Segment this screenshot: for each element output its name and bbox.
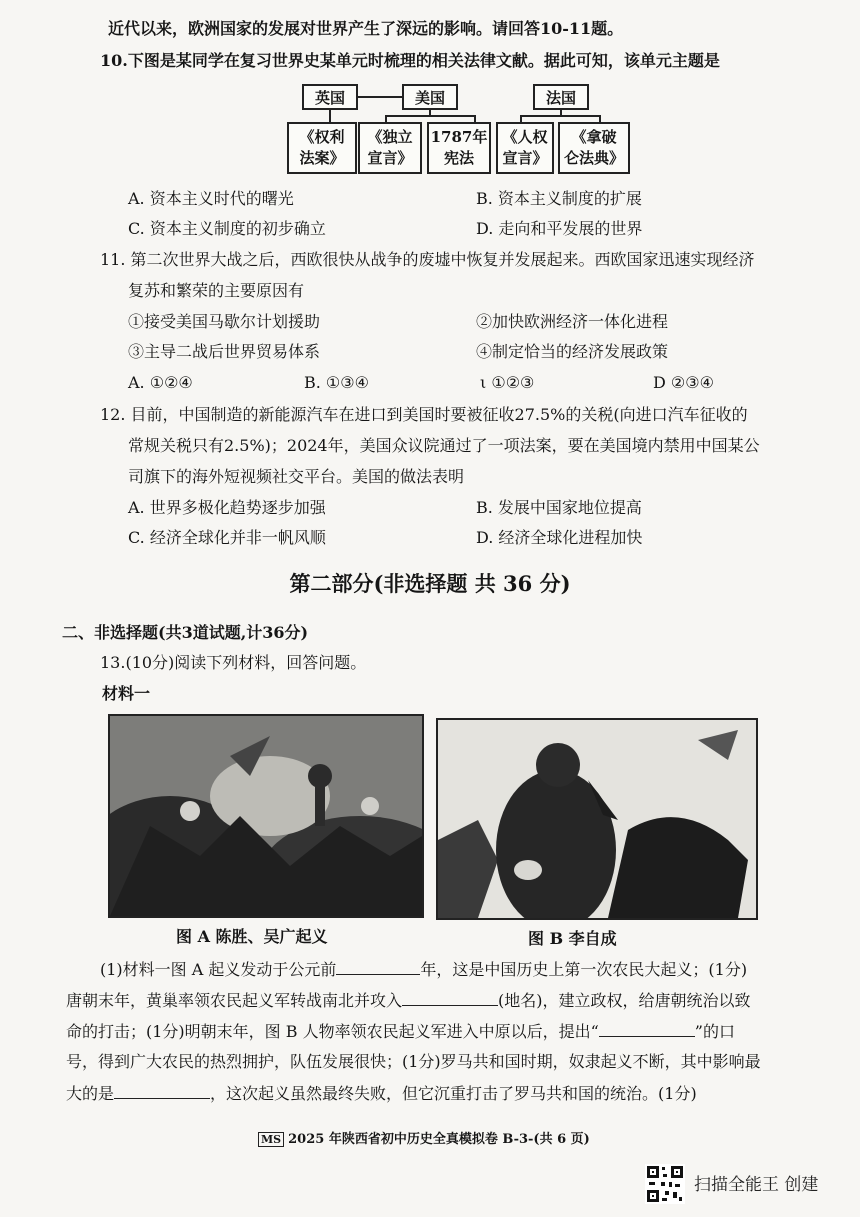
material-label: 材料一 xyxy=(102,684,151,703)
answer-blank-year[interactable] xyxy=(336,958,420,975)
country-box-uk: 英国 xyxy=(302,84,358,110)
q11-stem-line2: 复苏和繁荣的主要原因有 xyxy=(128,281,305,300)
country-box-france: 法国 xyxy=(533,84,589,110)
doc-box-1787-constitution: 1787年 宪法 xyxy=(427,122,491,174)
doc-box-rights-of-man: 《人权 宣言》 xyxy=(496,122,554,174)
q11-item-3: ③主导二战后世界贸易体系 xyxy=(128,342,321,361)
q13-part1-line1 xyxy=(100,958,747,981)
q11-option-c: ι ①②③ xyxy=(480,373,535,392)
page-footer xyxy=(258,1128,590,1147)
q12-option-d: D. 经济全球化进程加快 xyxy=(476,528,643,547)
doc-box-napoleonic-code: 《拿破 仑法典》 xyxy=(558,122,630,174)
intro-text: 近代以来，欧洲国家的发展对世界产生了深远的影响。请回答10-11题。 xyxy=(108,19,624,38)
q11-option-b: B. ①③④ xyxy=(304,373,369,392)
q12-option-b: B. 发展中国家地位提高 xyxy=(476,498,642,517)
q11-option-a: A. ①②④ xyxy=(128,373,193,392)
q13-stem: 13.(10分)阅读下列材料，回答问题。 xyxy=(100,653,367,672)
connector-line xyxy=(358,96,402,98)
q13-part1-line3 xyxy=(66,1020,735,1043)
footer-text: 2025 年陕西省初中历史全真模拟卷 B-3-(共 6 页) xyxy=(288,1132,590,1147)
q11-item-2: ②加快欧洲经济一体化进程 xyxy=(476,312,669,331)
doc-box-bill-of-rights: 《权利 法案》 xyxy=(287,122,357,174)
doc-box-declaration-independence: 《独立 宣言》 xyxy=(358,122,422,174)
uprising-photo-a xyxy=(108,714,424,918)
q10-option-c: C. 资本主义制度的初步确立 xyxy=(128,219,326,238)
q13-text: 命的打击；(1分)明朝末年，图 B 人物率领农民起义军进入中原以后，提出“ xyxy=(66,1022,599,1041)
q12-stem-line1: 12. 目前，中国制造的新能源汽车在进口到美国时要被征收27.5%的关税(向进口汽车征收的 xyxy=(100,405,748,424)
q13-text: 唐朝末年，黄巢率领农民起义军转战南北并攻入 xyxy=(66,991,403,1010)
q13-text: 年，这是中国历史上第一次农民大起义；(1分) xyxy=(420,960,748,979)
caption-b: 图 B 李自成 xyxy=(528,929,617,948)
q13-part1-line4: 号，得到广大农民的热烈拥护，队伍发展很快；(1分)罗马共和国时期，奴隶起义不断，其中影响最 xyxy=(66,1052,761,1071)
q13-text: (1)材料一图 A 起义发动于公元前 xyxy=(100,960,337,979)
part2-title: 第二部分(非选择题 共 36 分) xyxy=(289,571,571,596)
country-box-usa: 美国 xyxy=(402,84,458,110)
q13-text: (地名)，建立政权，给唐朝统治以致 xyxy=(498,991,751,1010)
q10-option-b: B. 资本主义制度的扩展 xyxy=(476,189,642,208)
q12-stem-line3: 司旗下的海外短视频社交平台。美国的做法表明 xyxy=(128,467,465,486)
section2-heading: 二、非选择题(共3道试题,计36分) xyxy=(62,623,309,642)
q12-stem-line2: 常规关税只有2.5%)；2024年，美国众议院通过了一项法案，要在美国境内禁用中国某公 xyxy=(128,436,760,455)
connector-line xyxy=(329,110,331,122)
q12-option-a: A. 世界多极化趋势逐步加强 xyxy=(128,498,326,517)
q13-text: ，这次起义虽然最终失败，但它沉重打击了罗马共和国的统治。(1分) xyxy=(210,1084,697,1103)
answer-blank-place[interactable] xyxy=(402,989,498,1006)
answer-blank-uprising[interactable] xyxy=(114,1082,210,1099)
scanner-watermark: 扫描全能王 创建 xyxy=(694,1175,819,1195)
q11-item-1: ①接受美国马歇尔计划援助 xyxy=(128,312,321,331)
q13-part1-line5 xyxy=(66,1082,697,1105)
ms-mark: MS xyxy=(258,1132,284,1147)
q11-item-4: ④制定恰当的经济发展政策 xyxy=(476,342,669,361)
q11-stem-line1: 11. 第二次世界大战之后，西欧很快从战争的废墟中恢复并发展起来。西欧国家迅速实现经济 xyxy=(100,250,755,269)
qr-code-icon xyxy=(645,1164,685,1204)
q13-part1-line2 xyxy=(66,989,751,1012)
q10-stem: 10.下图是某同学在复习世界史某单元时梳理的相关法律文献。据此可知，该单元主题是 xyxy=(100,51,720,70)
q12-option-c: C. 经济全球化并非一帆风顺 xyxy=(128,528,326,547)
q10-option-a: A. 资本主义时代的曙光 xyxy=(128,189,294,208)
connector-line xyxy=(385,115,475,117)
q10-option-d: D. 走向和平发展的世界 xyxy=(476,219,643,238)
portrait-photo-b xyxy=(436,718,758,920)
connector-line xyxy=(520,115,600,117)
q13-text: 大的是 xyxy=(66,1084,115,1103)
q11-option-d: D ②③④ xyxy=(653,373,714,392)
answer-blank-slogan[interactable] xyxy=(599,1020,695,1037)
caption-a: 图 A 陈胜、吴广起义 xyxy=(176,927,328,946)
q13-text: ”的口 xyxy=(694,1022,735,1041)
